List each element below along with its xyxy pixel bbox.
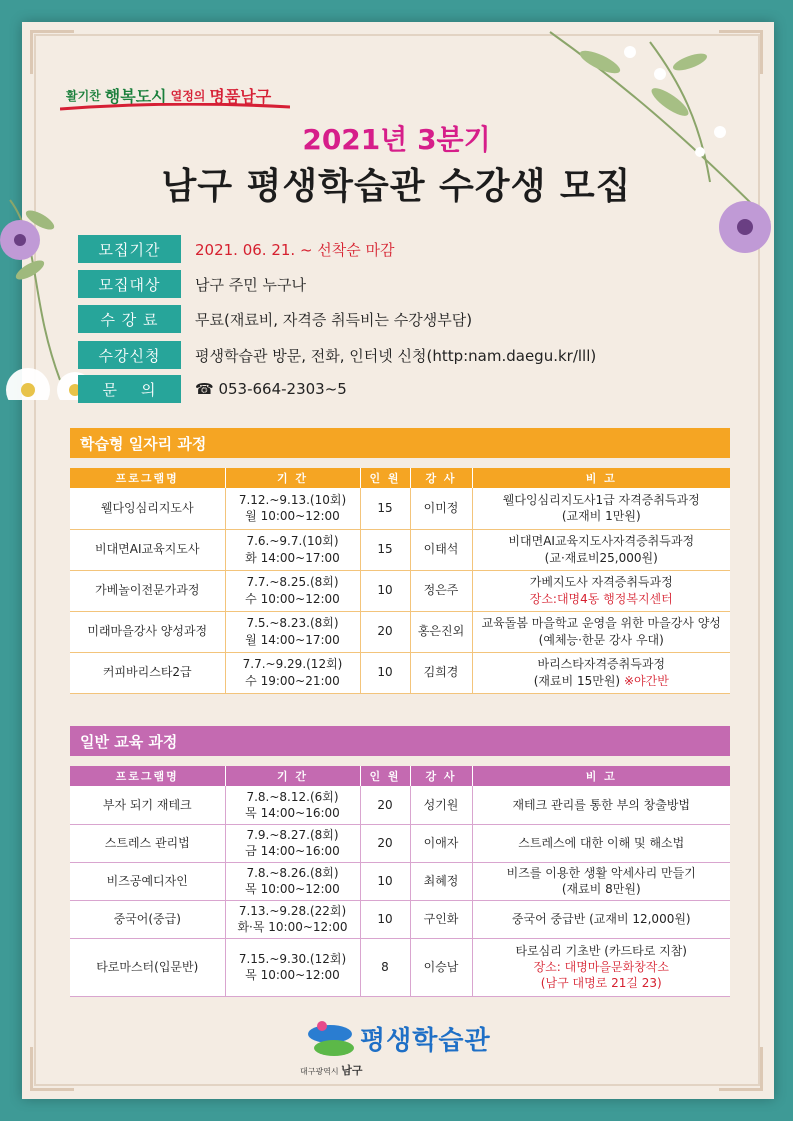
capacity-cell: 10 <box>360 652 410 693</box>
note-line: 타로심리 기초반 (카드타로 지참) <box>515 943 687 958</box>
period-time: 수 19:00~21:00 <box>245 673 340 688</box>
note-line: 교육돌봄 마을학교 운영을 위한 마을강사 양성 <box>481 616 721 631</box>
teacher-cell: 성기원 <box>410 786 472 824</box>
column-header: 프로그램명 <box>70 468 225 488</box>
note-cell <box>472 862 730 900</box>
org-district: 남구 <box>341 1064 363 1077</box>
note-line: 바리스타자격증취득과정 <box>537 657 665 672</box>
note-cell <box>472 938 730 996</box>
capacity-cell: 15 <box>360 488 410 529</box>
teacher-cell: 최혜정 <box>410 862 472 900</box>
capacity-cell: 10 <box>360 570 410 611</box>
teacher-cell: 정은주 <box>410 570 472 611</box>
capacity-cell: 20 <box>360 786 410 824</box>
period-time: 목 10:00~12:00 <box>245 968 340 982</box>
period-cell <box>225 652 360 693</box>
capacity-cell: 15 <box>360 529 410 570</box>
info-row-target <box>78 270 306 298</box>
org-city: 대구광역시 <box>300 1067 339 1076</box>
teacher-cell: 홍은진외 <box>410 611 472 652</box>
note-line: (교·재료비25,000원) <box>544 550 658 565</box>
period-dates: 7.7.~9.29.(12회) <box>242 657 343 672</box>
capacity-cell: 10 <box>360 900 410 938</box>
note-line: (재료비 8만원) <box>561 882 641 896</box>
capacity-cell: 20 <box>360 611 410 652</box>
info-row-fee <box>78 305 472 333</box>
period-cell <box>225 611 360 652</box>
period-time: 금 14:00~16:00 <box>245 844 340 858</box>
period-dates: 7.6.~9.7.(10회) <box>246 534 339 549</box>
note-cell: 중국어 중급반 (교재비 12,000원) <box>472 900 730 938</box>
slogan-part4: 명품남구 <box>209 86 272 106</box>
note-cell: 스트레스에 대한 이해 및 해소법 <box>472 824 730 862</box>
period-cell <box>225 488 360 529</box>
title-quarter: 2021년 3분기 <box>302 123 491 156</box>
column-header: 기 간 <box>225 766 360 786</box>
program-name: 커피바리스타2급 <box>70 652 225 693</box>
capacity-cell: 20 <box>360 824 410 862</box>
table-header-row <box>70 766 730 786</box>
period-dates: 7.12.~9.13.(10회) <box>238 493 347 508</box>
note-cell <box>472 652 730 693</box>
note-line: (재료비 15만원) <box>533 673 621 688</box>
column-header: 인 원 <box>360 766 410 786</box>
info-row-apply <box>78 341 596 369</box>
program-name: 타로마스터(입문반) <box>70 938 225 996</box>
program-name: 가베놀이전문가과정 <box>70 570 225 611</box>
corner-ornament <box>30 1047 74 1091</box>
column-header: 프로그램명 <box>70 766 225 786</box>
period-dates: 7.8.~8.12.(6회) <box>246 789 339 804</box>
info-value: 남구 주민 누구나 <box>195 275 306 294</box>
info-value: ☎ 053-664-2303~5 <box>195 380 347 398</box>
column-header: 기 간 <box>225 468 360 488</box>
corner-ornament <box>719 1047 763 1091</box>
info-value: 평생학습관 방문, 전화, 인터넷 신청(http:nam.daegu.kr/lll) <box>195 346 597 365</box>
period-cell <box>225 900 360 938</box>
note-location: 장소:대명4동 행정복지센터 <box>529 591 673 606</box>
note-cell <box>472 529 730 570</box>
table-row <box>70 488 730 529</box>
teacher-cell: 이태석 <box>410 529 472 570</box>
period-cell <box>225 570 360 611</box>
note-cell <box>472 570 730 611</box>
period-cell <box>225 529 360 570</box>
period-time: 수 10:00~12:00 <box>245 591 340 606</box>
note-line: 웰다잉심리지도사1급 자격증취득과정 <box>502 493 700 508</box>
info-value: 무료(재료비, 자격증 취득비는 수강생부담) <box>195 310 473 329</box>
period-dates: 7.15.~9.30.(12회) <box>238 951 347 966</box>
info-label: 수 강 료 <box>78 305 181 333</box>
table-row <box>70 938 730 996</box>
info-label: 모집대상 <box>78 270 181 298</box>
info-label: 문 의 <box>78 375 181 403</box>
period-dates: 7.8.~8.26.(8회) <box>246 865 339 880</box>
info-label: 수강신청 <box>78 341 181 369</box>
capacity-cell: 10 <box>360 862 410 900</box>
column-header: 강 사 <box>410 468 472 488</box>
jobs-course-table <box>70 468 730 694</box>
note-line: (교재비 1만원) <box>561 509 641 524</box>
org-name <box>300 1062 362 1078</box>
teacher-cell: 이애자 <box>410 824 472 862</box>
program-name: 부자 되기 재테크 <box>70 786 225 824</box>
note-line: 비대면AI교육지도사자격증취득과정 <box>508 534 695 549</box>
period-cell <box>225 938 360 996</box>
slogan-part1: 활기찬 <box>66 88 101 103</box>
table-row <box>70 611 730 652</box>
note-line: 가베지도사 자격증취득과정 <box>529 575 673 590</box>
period-time: 목 10:00~12:00 <box>245 882 340 896</box>
table-row <box>70 900 730 938</box>
period-cell <box>225 786 360 824</box>
note-location: 장소: 대명마을문화창작소 <box>533 959 669 974</box>
section-title-jobs: 학습형 일자리 과정 <box>70 428 730 458</box>
table-header-row <box>70 468 730 488</box>
section-title-general: 일반 교육 과정 <box>70 726 730 756</box>
info-value: 2021. 06. 21. ~ 선착순 마감 <box>195 240 395 259</box>
period-dates: 7.7.~8.25.(8회) <box>246 575 339 590</box>
night-class-badge: ※야간반 <box>623 673 669 688</box>
column-header: 비 고 <box>472 468 730 488</box>
general-course-table <box>70 766 730 997</box>
column-header: 비 고 <box>472 766 730 786</box>
info-row-period <box>78 235 395 263</box>
info-label: 모집기간 <box>78 235 181 263</box>
teacher-cell: 구인화 <box>410 900 472 938</box>
period-cell <box>225 824 360 862</box>
period-time: 월 10:00~12:00 <box>245 509 340 524</box>
note-line: (예체능·한문 강사 우대) <box>538 632 664 647</box>
program-name: 중국어(중급) <box>70 900 225 938</box>
period-dates: 7.9.~8.27.(8회) <box>246 827 339 842</box>
corner-ornament <box>30 30 74 74</box>
slogan-part2: 행복도시 <box>104 86 167 106</box>
lifelong-learning-logo-text: 평생학습관 <box>360 1026 491 1056</box>
period-time: 화·목 10:00~12:00 <box>237 920 348 934</box>
period-time: 화 14:00~17:00 <box>245 550 340 565</box>
note-address: (남구 대명로 21길 23) <box>540 976 662 991</box>
info-row-contact <box>78 375 347 403</box>
slogan-part3: 열정의 <box>170 88 206 103</box>
capacity-cell: 8 <box>360 938 410 996</box>
program-name: 비대면AI교육지도사 <box>70 529 225 570</box>
table-row <box>70 824 730 862</box>
period-cell <box>225 862 360 900</box>
teacher-cell: 이승남 <box>410 938 472 996</box>
note-cell <box>472 488 730 529</box>
note-line: 비즈를 이용한 생활 악세사리 만들기 <box>506 865 696 880</box>
teacher-cell: 이미정 <box>410 488 472 529</box>
page-title: 남구 평생학습관 수강생 모집 <box>161 166 632 207</box>
period-dates: 7.5.~8.23.(8회) <box>246 616 339 631</box>
table-row <box>70 786 730 824</box>
table-row <box>70 862 730 900</box>
column-header: 인 원 <box>360 468 410 488</box>
slogan-swoosh-icon <box>60 103 290 111</box>
teacher-cell: 김희경 <box>410 652 472 693</box>
note-cell <box>472 611 730 652</box>
note-cell: 재테크 관리를 통한 부의 창출방법 <box>472 786 730 824</box>
period-dates: 7.13.~9.28.(22회) <box>238 903 347 918</box>
table-row <box>70 529 730 570</box>
period-time: 목 14:00~16:00 <box>245 805 340 820</box>
program-name: 비즈공예디자인 <box>70 862 225 900</box>
table-row <box>70 652 730 693</box>
program-name: 미래마을강사 양성과정 <box>70 611 225 652</box>
program-name: 스트레스 관리법 <box>70 824 225 862</box>
column-header: 강 사 <box>410 766 472 786</box>
program-name: 웰다잉심리지도사 <box>70 488 225 529</box>
period-time: 월 14:00~17:00 <box>245 632 340 647</box>
table-row <box>70 570 730 611</box>
